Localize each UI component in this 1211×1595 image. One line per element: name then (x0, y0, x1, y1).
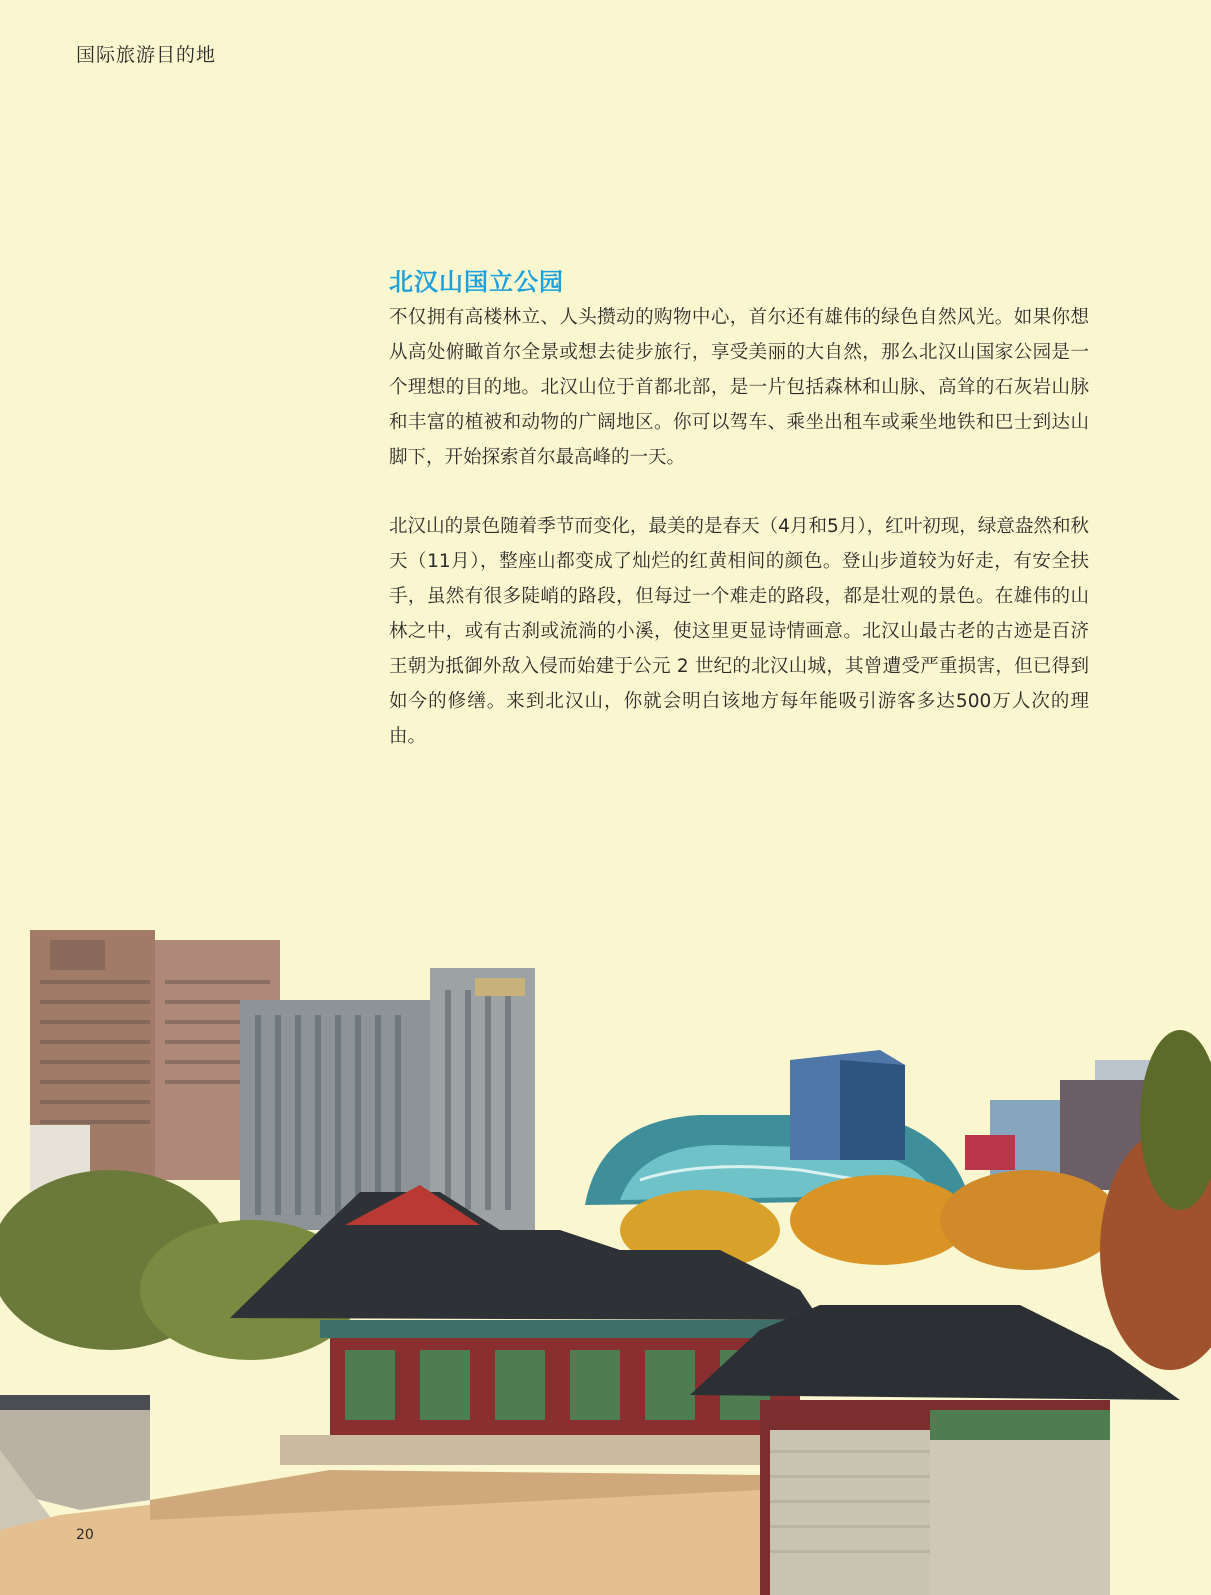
palace-hall-front (690, 1305, 1180, 1595)
article-title: 北汉山国立公园 (389, 268, 564, 296)
article-paragraph: 不仅拥有高楼林立、人头攒动的购物中心，首尔还有雄伟的绿色自然风光。如果你想从高处俯瞰首尔全景或想去徒步旅行，享受美丽的大自然，那么北汉山国家公园是一个理想的目的地。北汉山位于首都北部，是一片包括森林和山脉、高耸的石灰岩山脉和丰富的植被和动物的广阔地区。你可以驾车、乘坐出租车或乘坐地铁和巴士到达山脚下，开始探索首尔最高峰的一天。 (389, 307, 1089, 468)
article (389, 262, 1089, 754)
page-number: 20 (76, 1527, 94, 1543)
blue-tower (790, 1050, 905, 1160)
office-tower-center (240, 968, 535, 1230)
article-paragraph: 北汉山的景色随着季节而变化，最美的是春天（4月和5月），红叶初现，绿意盎然和秋天（11月），整座山都变成了灿烂的红黄相间的颜色。登山步道较为好走，有安全扶手，虽然有很多陡峭的路段，但每过一个难走的路段，都是壮观的景色。在雄伟的山林之中，或有古刹或流淌的小溪，使这里更显诗情画意。北汉山最古老的古迹是百济王朝为抵御外敌入侵而始建于公元 2 世纪的北汉山城，其曾遭受严重损害，但已得到如今的修缮。来到北汉山，你就会明白该地方每年能吸引游客多达500万人次的理由。 (389, 516, 1089, 747)
seoul-palace-skyline-photo (0, 930, 1211, 1595)
running-head: 国际旅游目的地 (76, 44, 217, 66)
